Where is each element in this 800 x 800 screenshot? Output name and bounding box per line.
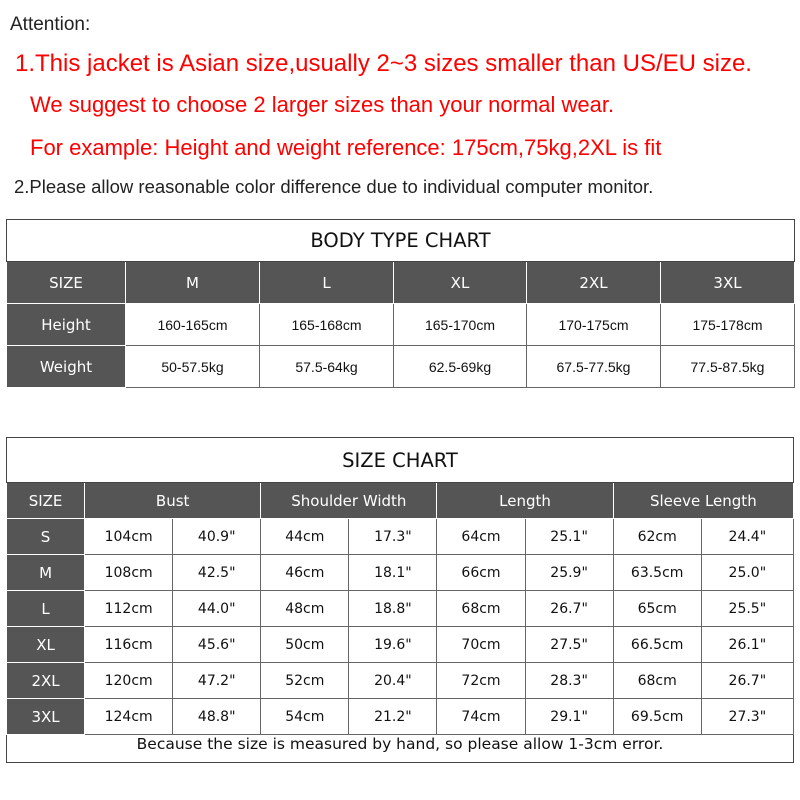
table-cell: 40.9" [173, 519, 261, 555]
table-cell: 69.5cm [613, 699, 701, 735]
table-cell: 17.3" [349, 519, 437, 555]
size-row-label: L [7, 591, 85, 627]
table-cell: 26.1" [701, 627, 793, 663]
bust-header: Bust [85, 483, 261, 519]
table-cell: 27.3" [701, 699, 793, 735]
table-cell: 70cm [437, 627, 525, 663]
body-type-header-row [7, 262, 795, 304]
table-cell: 52cm [261, 663, 349, 699]
table-cell: 25.1" [525, 519, 613, 555]
asian-size-warning: 1.This jacket is Asian size,usually 2~3 sizes smaller than US/EU size. [15, 50, 752, 77]
table-cell: 27.5" [525, 627, 613, 663]
table-cell: 72cm [437, 663, 525, 699]
table-cell: 19.6" [349, 627, 437, 663]
table-cell: 25.5" [701, 591, 793, 627]
size-header-xl: XL [394, 262, 527, 304]
table-cell: 116cm [85, 627, 173, 663]
size-row-label: 2XL [7, 663, 85, 699]
table-cell: 44cm [261, 519, 349, 555]
table-cell: 26.7" [701, 663, 793, 699]
table-row [7, 663, 794, 699]
table-cell: 21.2" [349, 699, 437, 735]
table-row [7, 519, 794, 555]
table-cell: 160-165cm [126, 304, 260, 346]
table-cell: 28.3" [525, 663, 613, 699]
size-row-label: 3XL [7, 699, 85, 735]
height-row [7, 304, 795, 346]
length-header: Length [437, 483, 613, 519]
size-chart-header-row [7, 483, 794, 519]
color-difference-note: 2.Please allow reasonable color difference due to individual computer monitor. [14, 176, 654, 197]
size-chart-title: SIZE CHART [7, 438, 794, 483]
table-cell: 175-178cm [661, 304, 795, 346]
table-cell: 62cm [613, 519, 701, 555]
table-cell: 66.5cm [613, 627, 701, 663]
attention-label: Attention: [10, 14, 91, 35]
size-suggestion: We suggest to choose 2 larger sizes than your normal wear. [30, 92, 615, 117]
table-cell: 77.5-87.5kg [661, 346, 795, 388]
table-cell: 45.6" [173, 627, 261, 663]
sleeve-length-header: Sleeve Length [613, 483, 793, 519]
table-cell: 64cm [437, 519, 525, 555]
weight-row [7, 346, 795, 388]
shoulder-width-header: Shoulder Width [261, 483, 437, 519]
size-column-header: SIZE [7, 262, 126, 304]
table-cell: 62.5-69kg [394, 346, 527, 388]
table-cell: 44.0" [173, 591, 261, 627]
measurement-error-note: Because the size is measured by hand, so please allow 1-3cm error. [7, 735, 794, 763]
table-cell: 46cm [261, 555, 349, 591]
table-cell: 112cm [85, 591, 173, 627]
table-cell: 50cm [261, 627, 349, 663]
table-cell: 165-168cm [260, 304, 394, 346]
table-cell: 65cm [613, 591, 701, 627]
table-cell: 57.5-64kg [260, 346, 394, 388]
size-chart [6, 437, 794, 763]
table-cell: 50-57.5kg [126, 346, 260, 388]
table-cell: 120cm [85, 663, 173, 699]
size-row-label: S [7, 519, 85, 555]
table-cell: 104cm [85, 519, 173, 555]
table-cell: 26.7" [525, 591, 613, 627]
table-cell: 18.1" [349, 555, 437, 591]
table-cell: 124cm [85, 699, 173, 735]
size-row-label: XL [7, 627, 85, 663]
size-header-2xl: 2XL [527, 262, 661, 304]
table-row [7, 591, 794, 627]
table-cell: 63.5cm [613, 555, 701, 591]
weight-row-label: Weight [7, 346, 126, 388]
table-cell: 48cm [261, 591, 349, 627]
table-row [7, 699, 794, 735]
table-cell: 108cm [85, 555, 173, 591]
table-cell: 74cm [437, 699, 525, 735]
body-type-chart [6, 219, 795, 388]
table-cell: 29.1" [525, 699, 613, 735]
table-cell: 42.5" [173, 555, 261, 591]
table-cell: 48.8" [173, 699, 261, 735]
table-cell: 24.4" [701, 519, 793, 555]
table-cell: 66cm [437, 555, 525, 591]
table-row [7, 627, 794, 663]
table-cell: 165-170cm [394, 304, 527, 346]
table-cell: 47.2" [173, 663, 261, 699]
table-cell: 18.8" [349, 591, 437, 627]
size-header-m: M [126, 262, 260, 304]
table-cell: 67.5-77.5kg [527, 346, 661, 388]
height-row-label: Height [7, 304, 126, 346]
size-row-label: M [7, 555, 85, 591]
table-cell: 25.0" [701, 555, 793, 591]
table-cell: 54cm [261, 699, 349, 735]
table-cell: 68cm [437, 591, 525, 627]
fit-example: For example: Height and weight reference: 175cm,75kg,2XL is fit [30, 135, 662, 160]
body-type-chart-title: BODY TYPE CHART [7, 220, 795, 262]
size-header-3xl: 3XL [661, 262, 795, 304]
table-cell: 68cm [613, 663, 701, 699]
size-header-l: L [260, 262, 394, 304]
table-row [7, 555, 794, 591]
table-cell: 25.9" [525, 555, 613, 591]
size-column-header: SIZE [7, 483, 85, 519]
table-cell: 20.4" [349, 663, 437, 699]
table-cell: 170-175cm [527, 304, 661, 346]
